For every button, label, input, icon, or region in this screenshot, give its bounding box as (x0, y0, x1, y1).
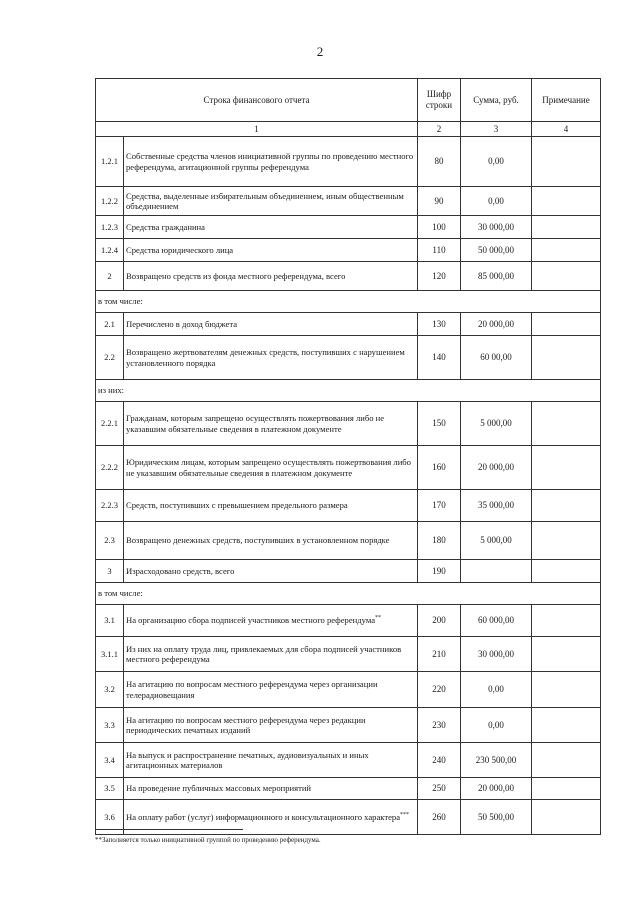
row-amount: 50 000,00 (461, 239, 532, 262)
row-code: 260 (418, 800, 461, 835)
row-description: Израсходовано средств, всего (124, 560, 418, 583)
row-description: Средства, выделенные избирательным объединением, иным общественным объединением (124, 187, 418, 216)
subheading-text: в том числе: (96, 291, 601, 313)
table-row (96, 672, 601, 708)
row-code: 100 (418, 216, 461, 239)
row-amount: 60 00,00 (461, 336, 532, 380)
row-note (532, 560, 601, 583)
row-description: Средств, поступивших с превышением предельного размера (124, 490, 418, 522)
table-row (96, 490, 601, 522)
row-amount: 20 000,00 (461, 446, 532, 490)
footnote-divider (95, 829, 243, 830)
subheading-row (96, 291, 601, 313)
row-note (532, 239, 601, 262)
row-note (532, 605, 601, 637)
table-row (96, 216, 601, 239)
header-row (96, 79, 601, 122)
column-index-1: 1 (96, 122, 418, 137)
row-code: 90 (418, 187, 461, 216)
row-description: Гражданам, которым запрещено осуществлять пожертвования либо не указавшим обязательные сведения в платежном документе (124, 402, 418, 446)
row-amount: 30 000,00 (461, 637, 532, 672)
subheading-text: в том числе: (96, 583, 601, 605)
row-amount: 20 000,00 (461, 313, 532, 336)
table-row (96, 239, 601, 262)
page-number: 2 (316, 44, 324, 59)
table-row (96, 778, 601, 800)
row-description (124, 605, 418, 637)
table-row (96, 708, 601, 743)
row-number: 3.1 (96, 605, 124, 637)
row-amount: 0,00 (461, 708, 532, 743)
row-description-text: На оплату работ (услуг) информационного и консультационного характера (126, 811, 401, 822)
table-row (96, 637, 601, 672)
subheading-row (96, 380, 601, 402)
row-number: 3.5 (96, 778, 124, 800)
row-code: 120 (418, 262, 461, 291)
header-report-line: Строка финансового отчета (96, 79, 418, 122)
row-code: 110 (418, 239, 461, 262)
table-row (96, 560, 601, 583)
row-code: 200 (418, 605, 461, 637)
row-note (532, 522, 601, 560)
row-note (532, 313, 601, 336)
footnote-marker: ** (375, 615, 382, 622)
row-code: 130 (418, 313, 461, 336)
row-note (532, 216, 601, 239)
row-number: 2.2 (96, 336, 124, 380)
row-number: 1.2.2 (96, 187, 124, 216)
row-description: На агитацию по вопросам местного референдума через редакции периодических печатных изданий (124, 708, 418, 743)
row-amount: 0,00 (461, 137, 532, 187)
row-number: 1.2.4 (96, 239, 124, 262)
subheading-text: из них: (96, 380, 601, 402)
row-description: Перечислено в доход бюджета (124, 313, 418, 336)
row-note (532, 743, 601, 778)
row-amount: 0,00 (461, 672, 532, 708)
table-row (96, 336, 601, 380)
row-code: 210 (418, 637, 461, 672)
row-note (532, 637, 601, 672)
row-note (532, 490, 601, 522)
table-row (96, 402, 601, 446)
table-row (96, 313, 601, 336)
row-number: 2.1 (96, 313, 124, 336)
row-number: 3.4 (96, 743, 124, 778)
row-description: Из них на оплату труда лиц, привлекаемых для сбора подписей участников местного референдума (124, 637, 418, 672)
subheading-row (96, 583, 601, 605)
column-index-4: 4 (532, 122, 601, 137)
row-amount: 20 000,00 (461, 778, 532, 800)
row-number: 2 (96, 262, 124, 291)
row-description: На выпуск и распространение печатных, аудиовизуальных и иных агитационных материалов (124, 743, 418, 778)
row-description: Собственные средства членов инициативной группы по проведению местного референдума, агитационной группы референдума (124, 137, 418, 187)
table-row (96, 605, 601, 637)
row-code: 140 (418, 336, 461, 380)
row-number: 2.2.3 (96, 490, 124, 522)
row-code: 230 (418, 708, 461, 743)
row-description: Средства юридического лица (124, 239, 418, 262)
row-note (532, 336, 601, 380)
row-description: На проведение публичных массовых мероприятий (124, 778, 418, 800)
row-description-text: На организацию сбора подписей участников местного референдума (126, 615, 376, 626)
row-note (532, 262, 601, 291)
row-number: 3.6 (96, 800, 124, 835)
row-amount: 0,00 (461, 187, 532, 216)
row-amount: 5 000,00 (461, 402, 532, 446)
row-code: 170 (418, 490, 461, 522)
column-index-2: 2 (418, 122, 461, 137)
table-row (96, 262, 601, 291)
row-amount: 50 500,00 (461, 800, 532, 835)
table-row (96, 446, 601, 490)
row-code: 160 (418, 446, 461, 490)
row-description: Возвращено средств из фонда местного референдума, всего (124, 262, 418, 291)
row-amount: 60 000,00 (461, 605, 532, 637)
row-description: Возвращено денежных средств, поступивших в установленном порядке (124, 522, 418, 560)
table-row (96, 743, 601, 778)
row-note (532, 800, 601, 835)
row-number: 1.2.1 (96, 137, 124, 187)
row-code: 250 (418, 778, 461, 800)
header-amount: Сумма, руб. (461, 79, 532, 122)
row-amount: 35 000,00 (461, 490, 532, 522)
financial-report-table (95, 78, 601, 835)
column-index-row (96, 122, 601, 137)
row-number: 2.2.2 (96, 446, 124, 490)
row-note (532, 187, 601, 216)
row-note (532, 778, 601, 800)
row-description: Возвращено жертвователям денежных средств, поступивших с нарушением установленного порядка (124, 336, 418, 380)
row-code: 220 (418, 672, 461, 708)
row-code: 180 (418, 522, 461, 560)
footnote: **Заполняется только инициативной группой по проведению референдума. (95, 836, 321, 844)
row-number: 1.2.3 (96, 216, 124, 239)
row-amount: 230 500,00 (461, 743, 532, 778)
table-row (96, 137, 601, 187)
column-index-3: 3 (461, 122, 532, 137)
row-description: Юридическим лицам, которым запрещено осуществлять пожертвования либо не указавшим обязательные сведения в платежном документе (124, 446, 418, 490)
row-code: 80 (418, 137, 461, 187)
row-note (532, 708, 601, 743)
table-row (96, 522, 601, 560)
row-description: Средства гражданина (124, 216, 418, 239)
row-description: На агитацию по вопросам местного референдума через организации телерадиовещания (124, 672, 418, 708)
row-amount (461, 560, 532, 583)
row-note (532, 402, 601, 446)
header-line-code: Шифр строки (418, 79, 461, 122)
row-number: 3.3 (96, 708, 124, 743)
header-note: Примечание (532, 79, 601, 122)
row-code: 150 (418, 402, 461, 446)
row-number: 3 (96, 560, 124, 583)
row-number: 3.1.1 (96, 637, 124, 672)
row-amount: 85 000,00 (461, 262, 532, 291)
row-note (532, 446, 601, 490)
row-number: 3.2 (96, 672, 124, 708)
table-row (96, 187, 601, 216)
row-amount: 5 000,00 (461, 522, 532, 560)
row-amount: 30 000,00 (461, 216, 532, 239)
row-code: 190 (418, 560, 461, 583)
row-code: 240 (418, 743, 461, 778)
row-note (532, 672, 601, 708)
row-note (532, 137, 601, 187)
footnote-marker: *** (400, 811, 410, 818)
row-number: 2.3 (96, 522, 124, 560)
row-number: 2.2.1 (96, 402, 124, 446)
